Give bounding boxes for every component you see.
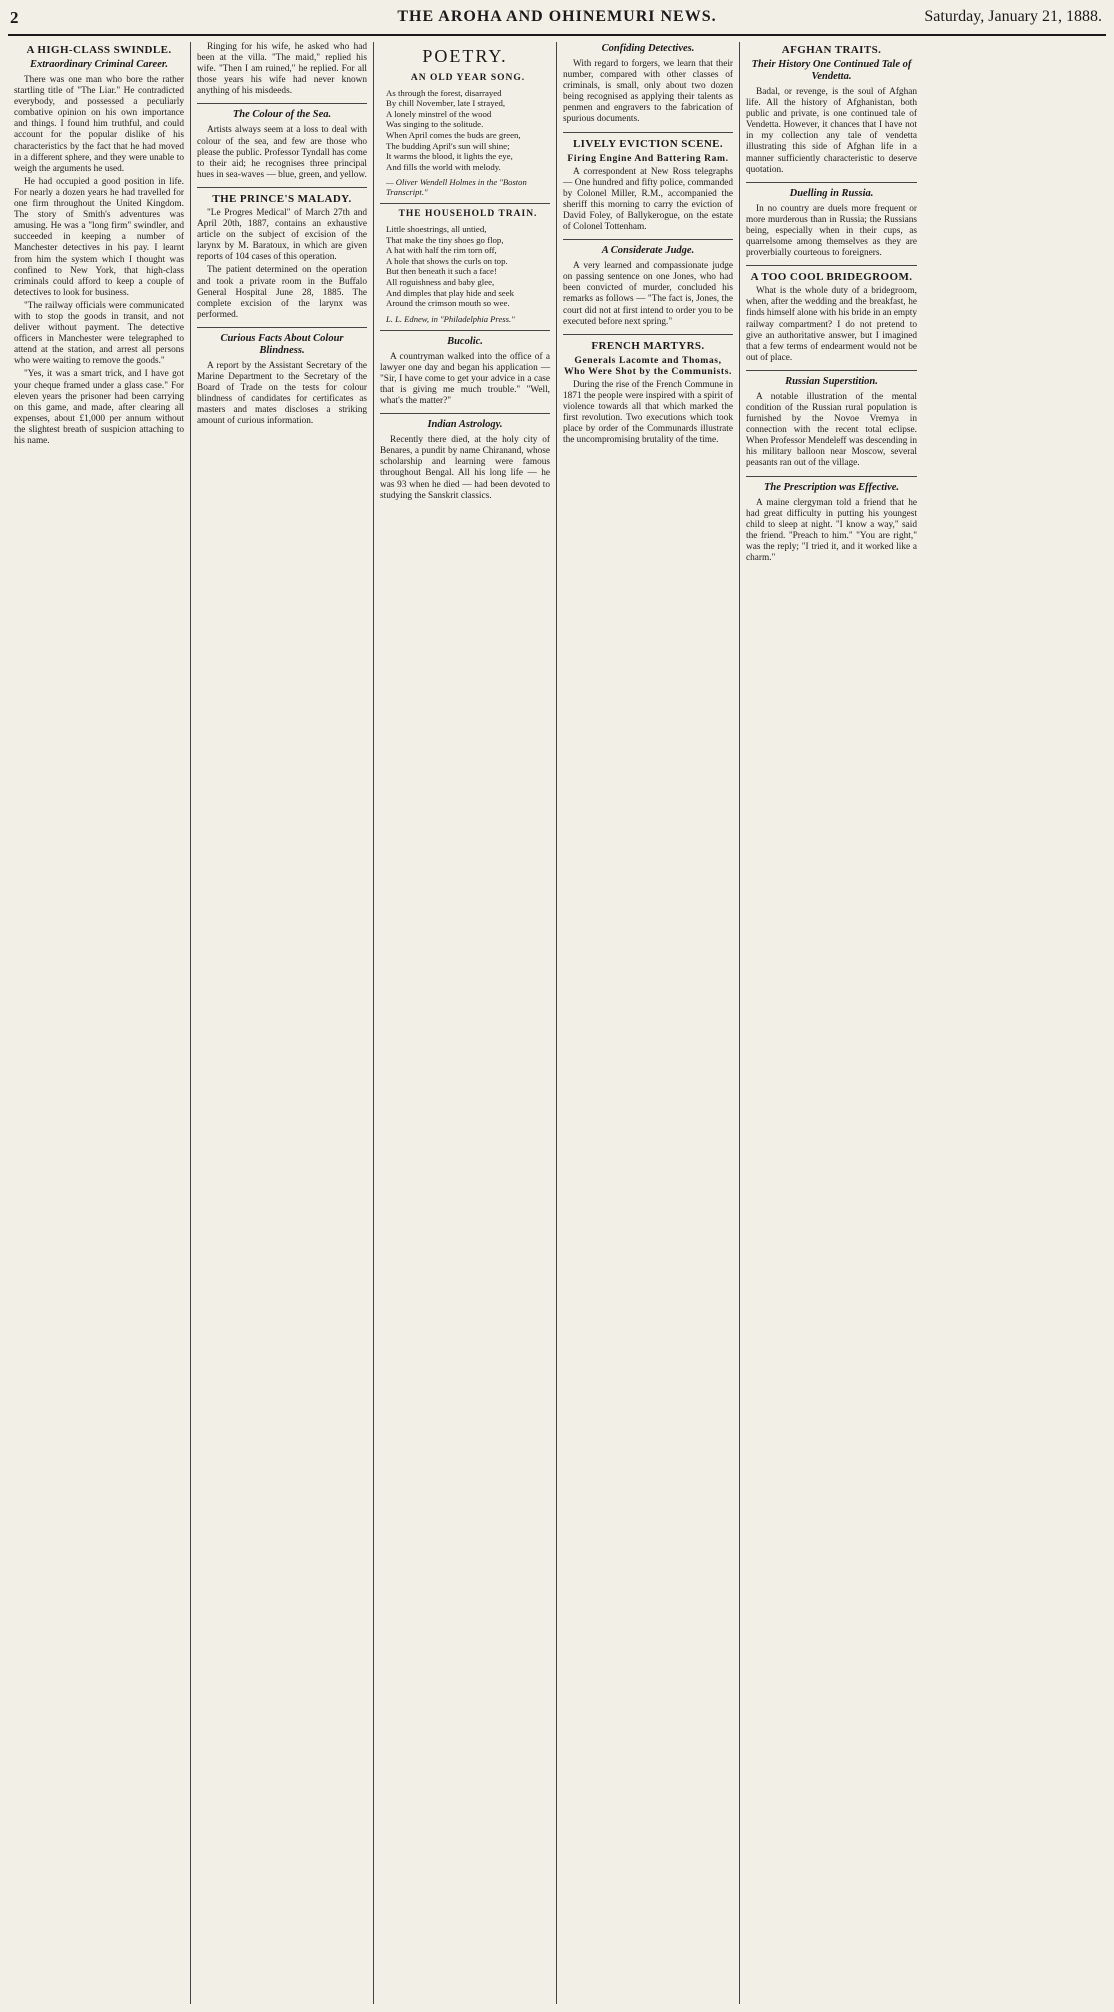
- article-paragraph: A maine clergyman told a friend that he had great difficulty in putting his youngest child to sleep at night. "I know a way," said the friend. "Preach to him." "You are right," was the reply; "I tried it, and it worked like a charm.": [746, 497, 917, 563]
- article-title-considerate-judge: A Considerate Judge.: [601, 245, 695, 257]
- poem-title: AN OLD YEAR SONG.: [410, 73, 526, 83]
- divider: [380, 203, 550, 204]
- article-title-cool-bridegroom: A TOO COOL BRIDEGROOM.: [750, 271, 913, 284]
- article-paragraph: "Le Progres Medical" of March 27th and April 20th, 1887, contains an exhaustive article on the subject of excision of the larynx by M. Baratoux, in which are given reports of 104 cases of this operation.: [197, 207, 367, 263]
- article-paragraph: A report by the Assistant Secretary of the Marine Department to the Secretary of the Board of Trade on the tests for colour blindness of candidates for certificates as masters and mates discloses a striking amount of curious information.: [197, 360, 367, 427]
- paper-name: THE AROHA AND OHINEMURI NEWS.: [397, 8, 717, 25]
- masthead: [8, 6, 1106, 36]
- page-number: 2: [10, 8, 19, 27]
- article-title-bucolic: Bucolic.: [447, 335, 483, 347]
- article-title-princes-malady: THE PRINCE'S MALADY.: [212, 192, 352, 205]
- poetry-heading: POETRY.: [422, 46, 508, 66]
- column-4: [557, 42, 740, 2004]
- article-title-confiding-detectives: Confiding Detectives.: [601, 43, 695, 54]
- divider: [197, 187, 367, 188]
- article-paragraph: A notable illustration of the mental condition of the Russian rural population is furnished by the Novoe Vremya in connection with the recent total eclipse. When Professor Mendeleff was descending in his military balloon near Moscow, several peasants ran out of the village.: [746, 391, 917, 469]
- article-subtitle: Generals Lacomte and Thomas, Who Were Shot by the Communists.: [563, 354, 733, 377]
- article-paragraph: He had occupied a good position in life. For nearly a dozen years he had travelled for one firm throughout the United Kingdom. The story of Smith's adventures was amusing. He was a "long firm" swindler, and succeeded in keeping a number of Manchester detectives in his pay. I learnt from him the system which I thought was confined to New York, that high-class criminals could afford to keep a couple of detectives to look for business.: [14, 176, 184, 298]
- divider: [746, 265, 917, 266]
- article-subtitle: Their History One Continued Tale of Vendetta.: [751, 59, 912, 82]
- column-1: [8, 42, 191, 2004]
- article-paragraph: With regard to forgers, we learn that their number, compared with other classes of criminals, is small, only about two dozen being recognised as applying their talents as penmen and engravers to the fabrication of spurious documents.: [563, 59, 733, 125]
- article-paragraph: A correspondent at New Ross telegraphs — One hundred and fifty police, commanded by Colonel Miller, R.M., accompanied the sheriff this morning to carry the eviction of David Foley, of Ballykerogue, on the estate of Colonel Tottenham.: [563, 166, 733, 233]
- article-title-colour-of-sea: The Colour of the Sea.: [232, 109, 332, 121]
- divider: [380, 330, 550, 331]
- article-paragraph: Badal, or revenge, is the soul of Afghan life. All the history of Afghanistan, both public and private, is one continued tale of Vendetta. However, it chances that I have not in my collection any tale of vendetta illustrating this side of Afghan life in a manner sufficiently characteristic to deserve quotation.: [746, 87, 917, 175]
- divider: [746, 370, 917, 371]
- article-paragraph: In no country are duels more frequent or more murderous than in Russia; the Russians being, especially when in their cups, as quarrelsome among themselves as they are proverbially courteous to foreigners.: [746, 203, 917, 259]
- article-columns: [8, 42, 1106, 2004]
- article-title-colour-blindness: Curious Facts About Colour Blindness.: [220, 332, 344, 356]
- article-paragraph: What is the whole duty of a bridegroom, when, after the wedding and the breakfast, he finds himself alone with his bride in an empty railway compartment? I do not pretend to give an authoritative answer, but I imagined that a few terms of endearment would not be out of place.: [746, 286, 917, 363]
- divider: [746, 182, 917, 183]
- poem: [380, 73, 550, 172]
- column-2: [191, 42, 374, 2004]
- poem-text: As through the forest, disarrayed By chill November, late I strayed, A lonely minstrel of the wood Was singing to the solitude. When April comes the buds are green, The budding April's sun will shine; It warms the blood, it lights the eye, And fills the world with melody.: [386, 87, 521, 172]
- article-title-eviction-scene: LIVELY EVICTION SCENE.: [572, 137, 724, 150]
- column-3: [374, 42, 557, 2004]
- article-paragraph: There was one man who bore the rather startling title of "The Liar." He contradicted everybody, and possessed a peculiarly combative opinion on his own importance and things. I found him truthful, and could account for the popular dislike of his characteristics by the fact that he had moved in a different sphere, and they were unable to weigh the arguments he used.: [14, 75, 184, 174]
- article-title-prescription: The Prescription was Effective.: [763, 481, 900, 493]
- article-paragraph: A very learned and compassionate judge on passing sentence on one Jones, who had been convicted of murder, concluded his remarks as follows — "The fact is, Jones, the court did not at first intend to order you to be executed before next spring.": [563, 261, 733, 327]
- divider: [563, 239, 733, 240]
- article-title-french-martyrs: FRENCH MARTYRS.: [591, 339, 705, 352]
- poem-credit: — Oliver Wendell Holmes in the "Boston Transcript.": [386, 177, 527, 198]
- article-title-indian-astrology: Indian Astrology.: [427, 419, 503, 431]
- article-paragraph: During the rise of the French Commune in 1871 the people were inspired with a spirit of violence towards all that which marked the first revolution. Two executions which took place by order of the Communards illustrate the uncompromising brutality of the time.: [563, 379, 733, 446]
- divider: [563, 334, 733, 335]
- article-title-afghan-traits: AFGHAN TRAITS.: [781, 44, 882, 56]
- article-subtitle: Extraordinary Criminal Career.: [30, 59, 168, 70]
- article-paragraph: Ringing for his wife, he asked who had been at the villa. "The maid," replied his wife. "Then I am ruined," he replied. For all those years his wife had never known anything of his misdeeds.: [197, 42, 367, 97]
- issue-date: Saturday, January 21, 1888.: [924, 8, 1102, 25]
- poem: [380, 209, 550, 308]
- divider: [197, 327, 367, 328]
- article-paragraph: Artists always seem at a loss to deal with colour of the sea, and few are those who please the public. Professor Tyndall has come to their aid; he recognises three principal hues in sea-waves — blue, green, and yellow.: [197, 125, 367, 180]
- divider: [563, 132, 733, 133]
- poem-credit: L. L. Ednew, in "Philadelphia Press.": [386, 313, 515, 324]
- article-paragraph: A countryman walked into the office of a lawyer one day and began his application — "Sir, I have come to get your advice in a case that is giving me much trouble." "Well, what's the matter?": [380, 351, 550, 407]
- article-paragraph: "Yes, it was a smart trick, and I have got your cheque framed under a glass case." For eleven years the prisoner had been carrying on this game, and made, after clearing all expenses, about £1,000 per annum without the slightest breath of suspicion attaching to his name.: [14, 369, 184, 446]
- divider: [746, 476, 917, 477]
- article-title-duelling-russia: Duelling in Russia.: [789, 187, 874, 199]
- poem-text: Little shoestrings, all untied, That make the tiny shoes go flop, A hat with half the rim torn off, A hole that shows the curls on top. But then beneath it such a face! All roguishness and baby glee, And dimples that play hide and seek Around the crimson mouth so wee.: [386, 223, 515, 309]
- divider: [197, 103, 367, 104]
- article-title-russian-superstition: Russian Superstition.: [785, 375, 878, 387]
- divider: [380, 413, 550, 414]
- poem-title: THE HOUSEHOLD TRAIN.: [398, 209, 538, 220]
- column-5: [740, 42, 923, 2004]
- article-paragraph: "The railway officials were communicated with to stop the goods in transit, and not deliver without payment. The detective officers in Manchester were telegraphed to attend at the station, and arrest all persons who were waiting to remove the goods.": [14, 300, 184, 367]
- article-paragraph: Recently there died, at the holy city of Benares, a pundit by name Chiranand, whose scholarship and learning were famous throughout Bengal. All his long life — he was 93 when he died — had been devoted to studying the Sanskrit classics.: [380, 435, 550, 501]
- article-subtitle: Firing Engine And Battering Ram.: [567, 152, 729, 164]
- article-paragraph: The patient determined on the operation and took a private room in the Buffalo General Hospital June 28, 1885. The complete excision of the larynx was performed.: [197, 265, 367, 320]
- article-title-high-class-swindle: A HIGH-CLASS SWINDLE.: [26, 44, 172, 56]
